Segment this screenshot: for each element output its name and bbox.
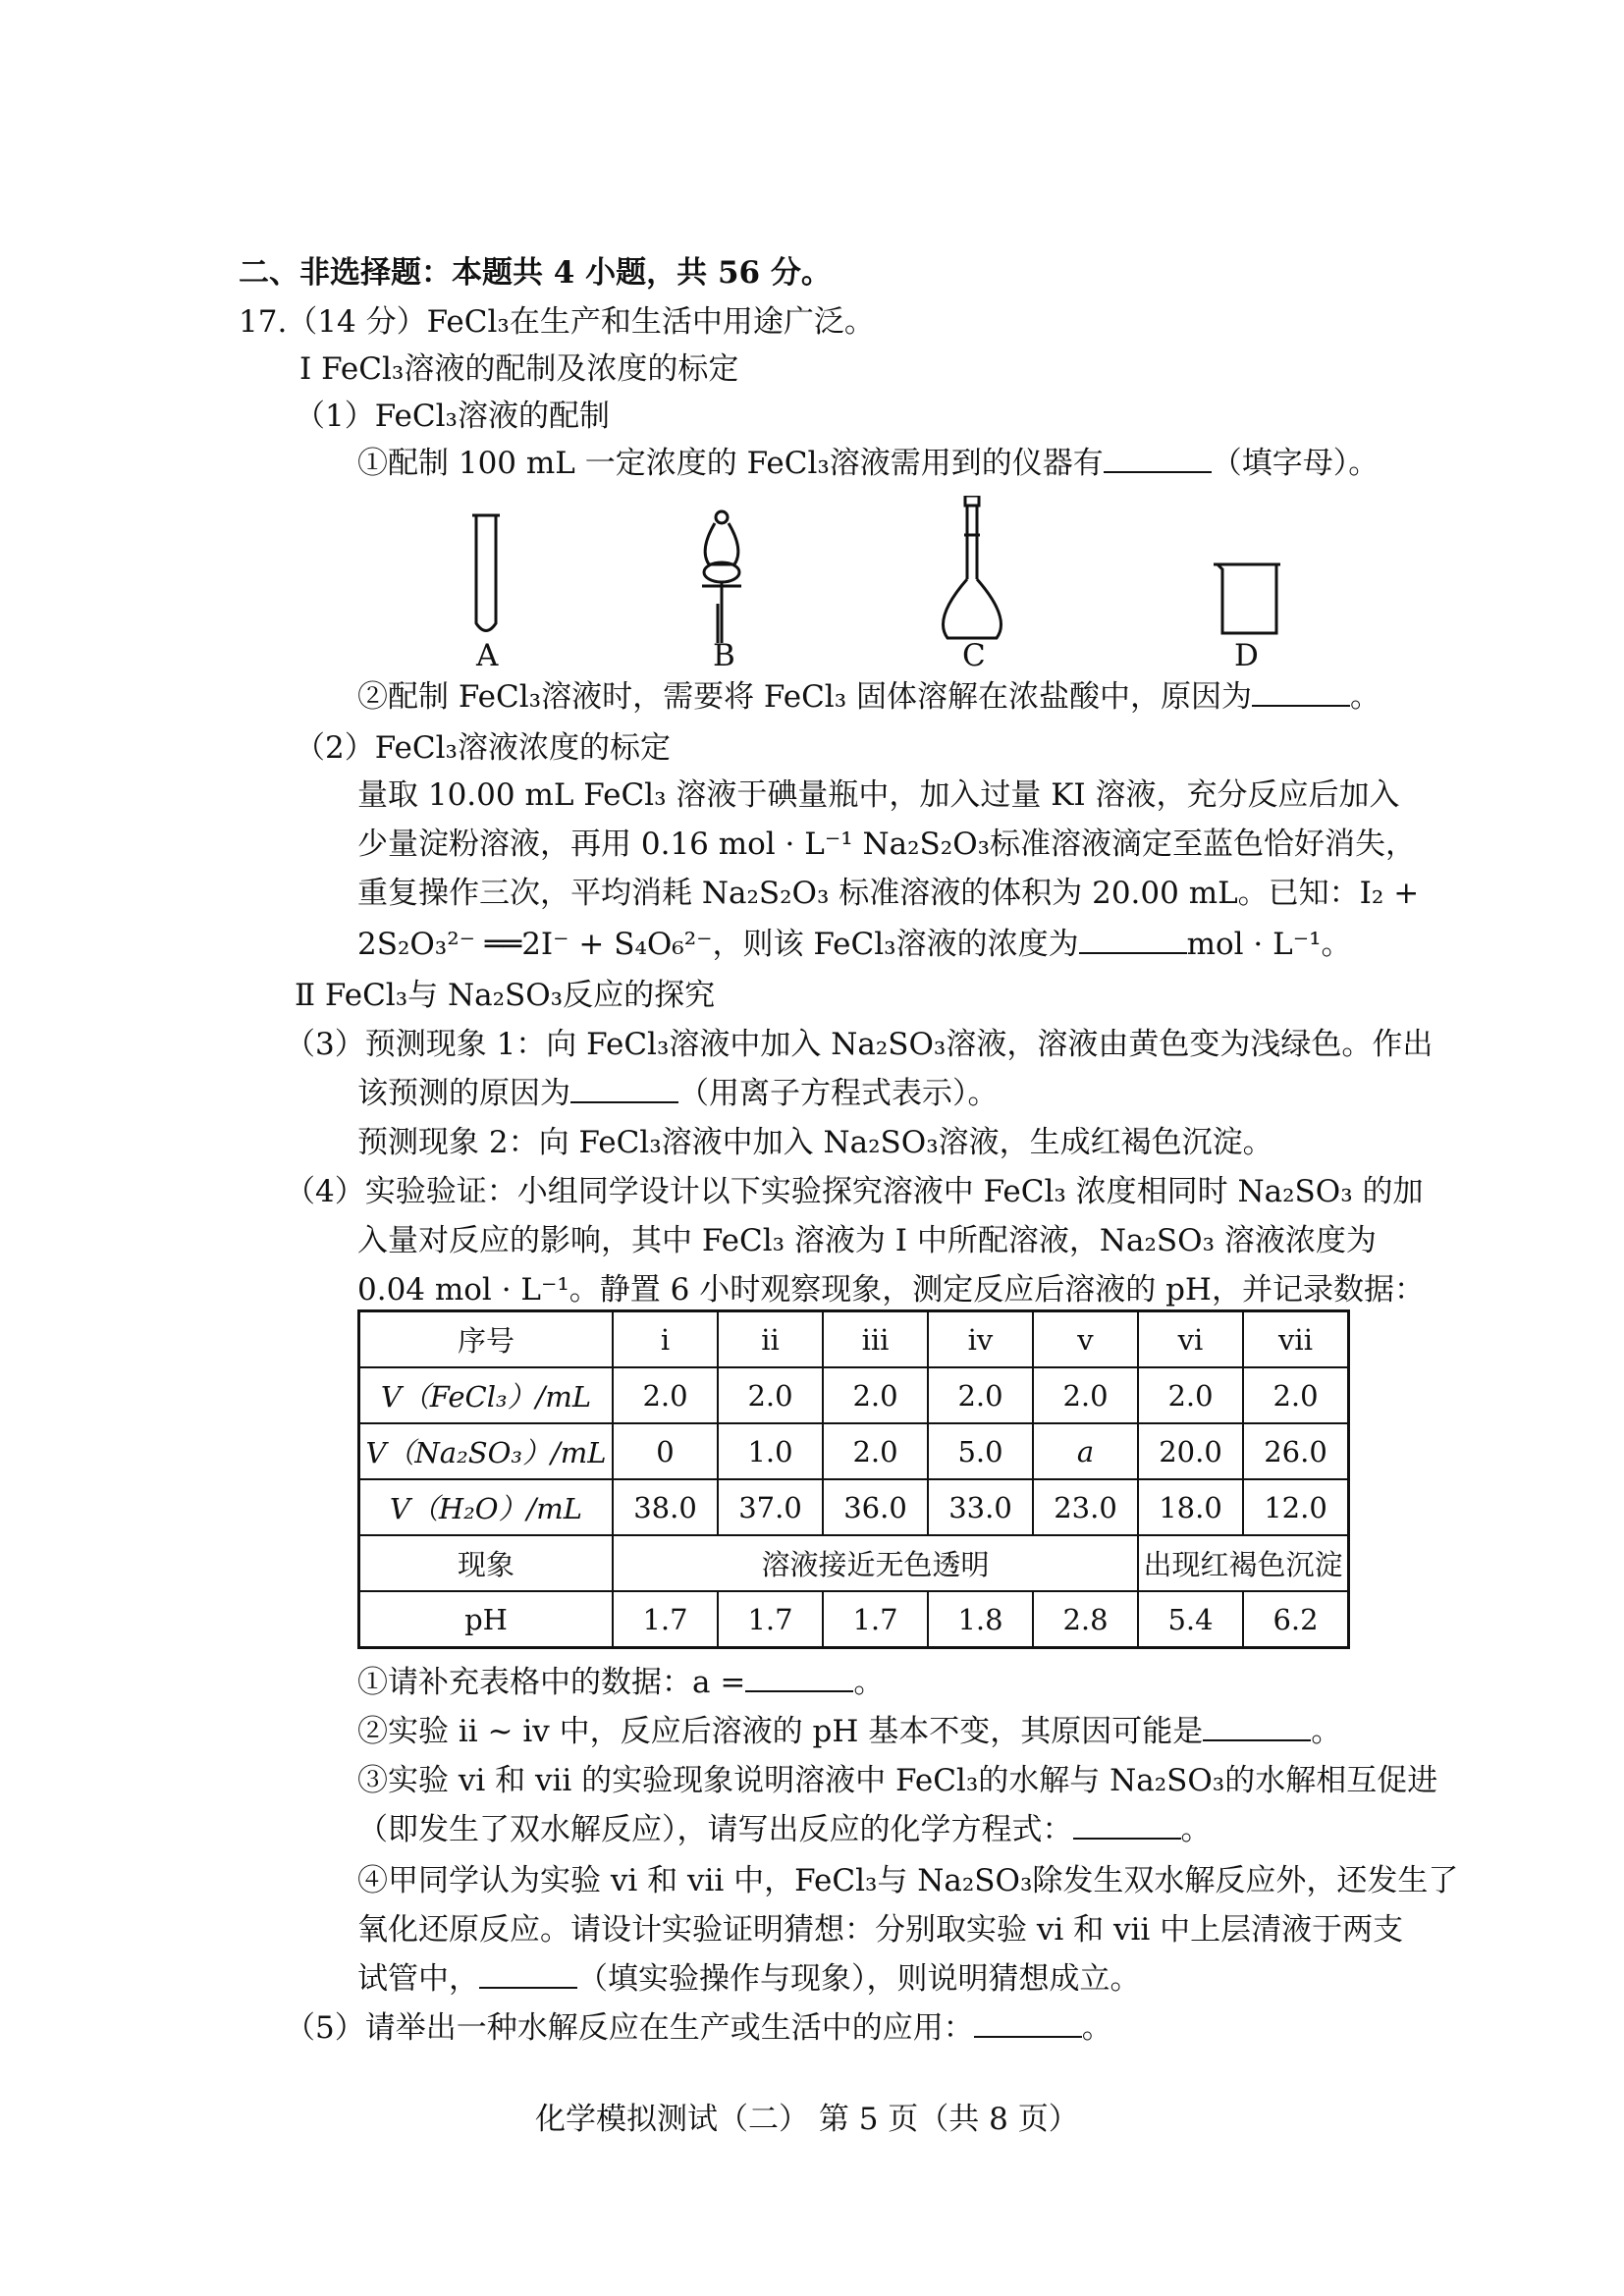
sub3-line2: [357, 1074, 999, 1113]
table-cell: 2.0: [1138, 1367, 1243, 1423]
table-cell: 1.7: [823, 1591, 928, 1648]
table-cell: V（FeCl₃）/mL: [359, 1367, 614, 1423]
answer-blank[interactable]: [1104, 444, 1212, 473]
answer-blank[interactable]: [1079, 925, 1187, 954]
table-cell: 26.0: [1243, 1423, 1349, 1479]
table-cell: v: [1033, 1311, 1138, 1368]
table-cell: 2.0: [1243, 1367, 1349, 1423]
table-cell: pH: [359, 1591, 614, 1648]
table-cell: 序号: [359, 1311, 614, 1368]
table-cell: 23.0: [1033, 1479, 1138, 1535]
table-cell: i: [613, 1311, 718, 1368]
sub3-line2-suffix: （用离子方程式表示）。: [678, 1076, 999, 1111]
apparatus-label-d: D: [1234, 638, 1259, 673]
table-cell: 1.7: [613, 1591, 718, 1648]
sub1-q1-suffix: （填字母）。: [1211, 446, 1380, 481]
table-cell: 2.8: [1033, 1591, 1138, 1648]
sub4-q4-line1: ④甲同学认为实验 vi 和 vii 中，FeCl₃与 Na₂SO₃除发生双水解反应外，还发生了: [357, 1863, 1459, 1898]
table-cell: 5.4: [1138, 1591, 1243, 1648]
table-cell: 2.0: [928, 1367, 1033, 1423]
table-cell: iv: [928, 1311, 1033, 1368]
table-cell: 5.0: [928, 1423, 1033, 1479]
table-cell: iii: [823, 1311, 928, 1368]
table-cell: 37.0: [718, 1479, 823, 1535]
sub1-q2-suffix: 。: [1350, 679, 1381, 715]
sub4-line2: 入量对反应的影响，其中 FeCl₃ 溶液为 Ⅰ 中所配溶液，Na₂SO₃ 溶液浓度为: [357, 1223, 1377, 1258]
table-row: [359, 1367, 1349, 1423]
table-cell: V（H₂O）/mL: [359, 1479, 614, 1535]
part2-title: Ⅱ FeCl₃与 Na₂SO₃反应的探究: [295, 978, 716, 1013]
table-cell: 36.0: [823, 1479, 928, 1535]
answer-blank[interactable]: [1073, 1810, 1181, 1840]
sub2-line4-suffix: mol · L⁻¹。: [1186, 927, 1352, 962]
sub4-line1: （4）实验验证：小组同学设计以下实验探究溶液中 FeCl₃ 浓度相同时 Na₂SO₃ 的加: [285, 1174, 1424, 1209]
sub5-prompt: （5）请举出一种水解反应在生产或生活中的应用：: [285, 2010, 974, 2046]
apparatus-figure: [422, 496, 1306, 663]
apparatus-label-b: B: [713, 638, 735, 673]
sub2-line4: [357, 925, 1352, 964]
sub3-line1: （3）预测现象 1：向 FeCl₃溶液中加入 Na₂SO₃溶液，溶液由黄色变为浅绿色。作出: [285, 1027, 1434, 1062]
table-cell: 6.2: [1243, 1591, 1349, 1648]
volumetric-flask-icon: [944, 496, 1001, 638]
table-cell: 现象: [359, 1535, 614, 1591]
page-footer: 化学模拟测试（二） 第 5 页（共 8 页）: [535, 2102, 1079, 2137]
sub3-line2-prompt: 该预测的原因为: [357, 1076, 570, 1111]
table-cell: 2.0: [823, 1367, 928, 1423]
sub4-q1-suffix: 。: [853, 1665, 885, 1700]
sub1-q1: [357, 444, 1379, 483]
table-cell: 20.0: [1138, 1423, 1243, 1479]
table-cell: 1.7: [718, 1591, 823, 1648]
table-cell: 2.0: [718, 1367, 823, 1423]
table-cell: 0: [613, 1423, 718, 1479]
table-header-row: [359, 1311, 1349, 1368]
sub4-q4-line3: [357, 1959, 1141, 1999]
table-row: [359, 1479, 1349, 1535]
table-cell: 溶液接近无色透明: [613, 1535, 1138, 1591]
sub2-line3: 重复操作三次，平均消耗 Na₂S₂O₃ 标准溶液的体积为 20.00 mL。已知：I₂ +: [357, 876, 1420, 911]
answer-blank[interactable]: [1252, 677, 1350, 707]
apparatus-label-c: C: [962, 638, 986, 673]
table-cell: 38.0: [613, 1479, 718, 1535]
sub4-q2: [357, 1712, 1341, 1751]
answer-blank[interactable]: [1203, 1712, 1311, 1741]
sub2-line2: 少量淀粉溶液，再用 0.16 mol · L⁻¹ Na₂S₂O₃标准溶液滴定至蓝色恰好消失，: [357, 827, 1417, 862]
question-17-intro: 17.（14 分）FeCl₃在生产和生活中用途广泛。: [239, 304, 875, 340]
sub4-q1-prompt: ①请补充表格中的数据：a =: [357, 1665, 746, 1700]
table-row: [359, 1535, 1349, 1591]
data-table: [357, 1309, 1350, 1649]
table-cell: 出现红褐色沉淀: [1138, 1535, 1349, 1591]
sub4-q1: [357, 1663, 884, 1702]
table-cell: 2.0: [1033, 1367, 1138, 1423]
table-cell: V（Na₂SO₃）/mL: [359, 1423, 614, 1479]
section-heading: 二、非选择题：本题共 4 小题，共 56 分。: [239, 255, 832, 291]
sub4-q3-line2: [357, 1810, 1212, 1849]
sub5: [285, 2008, 1112, 2048]
sub4-q4-prompt: 试管中，: [357, 1961, 479, 1997]
table-row: [359, 1591, 1349, 1648]
sub1-q2-prompt: ②配制 FeCl₃溶液时，需要将 FeCl₃ 固体溶解在浓盐酸中，原因为: [357, 679, 1253, 715]
sub4-q2-prompt: ②实验 ii ~ iv 中，反应后溶液的 pH 基本不变，其原因可能是: [357, 1714, 1204, 1749]
sub1-q1-prompt: ①配制 100 mL 一定浓度的 FeCl₃溶液需用到的仪器有: [357, 446, 1104, 481]
table-cell: vi: [1138, 1311, 1243, 1368]
sub4-q3-prompt: （即发生了双水解反应），请写出反应的化学方程式：: [357, 1812, 1073, 1847]
sub3-line3: 预测现象 2：向 FeCl₃溶液中加入 Na₂SO₃溶液，生成红褐色沉淀。: [357, 1125, 1273, 1160]
sub2-title: （2）FeCl₃溶液浓度的标定: [295, 730, 671, 766]
beaker-icon: [1214, 564, 1280, 633]
table-cell: 1.8: [928, 1591, 1033, 1648]
part1-title: Ⅰ FeCl₃溶液的配制及浓度的标定: [299, 351, 739, 387]
table-cell: vii: [1243, 1311, 1349, 1368]
table-cell: 2.0: [613, 1367, 718, 1423]
table-cell: 18.0: [1138, 1479, 1243, 1535]
table-cell: 12.0: [1243, 1479, 1349, 1535]
sub4-q3-suffix: 。: [1180, 1812, 1212, 1847]
answer-blank[interactable]: [745, 1663, 853, 1692]
apparatus-label-a: A: [476, 638, 499, 673]
sub4-q2-suffix: 。: [1311, 1714, 1342, 1749]
answer-blank[interactable]: [570, 1074, 678, 1103]
table-cell: ii: [718, 1311, 823, 1368]
sub1-title: （1）FeCl₃溶液的配制: [295, 399, 610, 434]
test-tube-icon: [472, 515, 500, 631]
separatory-funnel-icon: [702, 511, 741, 643]
table-cell: 33.0: [928, 1479, 1033, 1535]
table-cell: 2.0: [823, 1423, 928, 1479]
sub1-q2: [357, 677, 1380, 717]
table-cell: 1.0: [718, 1423, 823, 1479]
sub4-q4-suffix: （填实验操作与现象），则说明猜想成立。: [577, 1961, 1141, 1997]
sub5-suffix: 。: [1081, 2010, 1112, 2046]
table-row: [359, 1423, 1349, 1479]
sub2-line4-prompt: 2S₂O₃²⁻ ══2I⁻ + S₄O₆²⁻，则该 FeCl₃溶液的浓度为: [357, 927, 1079, 962]
answer-blank[interactable]: [974, 2008, 1082, 2038]
sub4-q4-line2: 氧化还原反应。请设计实验证明猜想：分别取实验 vi 和 vii 中上层清液于两支: [357, 1912, 1404, 1948]
sub2-line1: 量取 10.00 mL FeCl₃ 溶液于碘量瓶中，加入过量 KI 溶液，充分反应后加入: [357, 777, 1400, 813]
sub4-line3: 0.04 mol · L⁻¹。静置 6 小时观察现象，测定反应后溶液的 pH，并记录数据：: [357, 1272, 1425, 1308]
sub4-q3-line1: ③实验 vi 和 vii 的实验现象说明溶液中 FeCl₃的水解与 Na₂SO₃的水解相互促进: [357, 1763, 1438, 1798]
answer-blank[interactable]: [479, 1959, 577, 1989]
table-cell-unknown-a: a: [1033, 1423, 1138, 1479]
